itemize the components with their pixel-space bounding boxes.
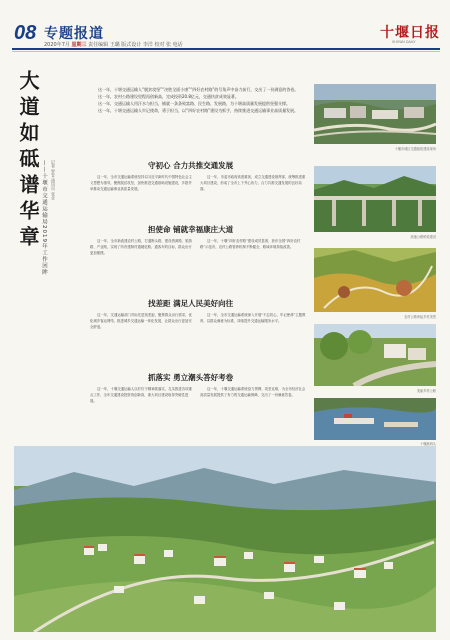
section-column: 这一年，交通运输部门对标先进找差距，聚焦群众出行需求，优化城乡客运网络，推进城乡交通运输一体化发展，让群众出行更加安全舒适。	[90, 313, 192, 329]
photo-caption: 美丽乡村公路	[416, 389, 436, 393]
section-column: 这一年，市委市政府高度重视，成立交通建设指挥部，统筹推进重大项目建设，形成了全市上下齐心协力、合力共推交通发展的良好局面。	[200, 175, 306, 191]
photo-caption: 十堰港码头	[420, 442, 436, 446]
newspaper-logo-sub: SHIYAN DAILY	[392, 40, 416, 44]
newspaper-logo: 十堰日报	[380, 25, 440, 41]
header-rule	[12, 48, 440, 50]
headline-block	[14, 70, 40, 320]
lead-paragraph: 这一年，交通运输人用汗水与担当，铺就一条条致富路、民生路、发展路，为十堰高质量发展提供坚强支撑。	[98, 101, 290, 106]
lead-paragraph: 这一年，十堰交通运输人“脱贫攻坚”“决胜全面小康”“四好农村路”的号角声中奋力前行，交出了一份满意的答卷。	[98, 87, 299, 92]
section-column: 这一年，十堰交通运输系统奋力拼搏、攻坚克难，为全市经济社会高质量发展提供了有力的交通运输保障，交出了一份满意答卷。	[200, 387, 306, 397]
lead-paragraph: 这一年，十堰交通运输人牢记使命，勇于担当，以“四好农村路”建设为抓手，持续推进交通运输事业高质量发展。	[98, 108, 299, 113]
section-heading: 担使命 铺就幸福康庄大道	[148, 225, 234, 234]
issue-date: 2020年7月	[44, 42, 70, 48]
section-column: 这一年，全市交通运输系统深入开展“不忘初心、牢记使命”主题教育，以群众满意为标准，持续提升交通运输服务水平。	[200, 313, 306, 323]
photo-caption: 农村公路串起乡村美景	[404, 315, 436, 319]
headline-title: 大道如砥谱华章	[16, 70, 40, 252]
photo-panorama-village	[14, 446, 436, 632]
page-header	[0, 0, 450, 46]
section-heading: 找差距 满足人民美好向往	[148, 299, 234, 308]
header-meta	[44, 41, 183, 48]
section-heading: 抓落实 勇立潮头答好考卷	[148, 373, 234, 382]
photo-village-road	[314, 324, 436, 386]
photo-caption: 高速公路桥梁建设	[410, 235, 436, 239]
issue-weekday: 星期三	[71, 42, 87, 48]
photo-mountain-road	[314, 248, 436, 312]
section-column: 这一年，全市交通运输系统坚持以习近平新时代中国特色社会主义思想为指导，聚焦脱贫攻坚，加快推进交通基础设施建设，多措并举推动交通运输事业高质量发展。	[90, 175, 192, 191]
section-title: 专题报道	[44, 26, 104, 42]
headline-byline: 记者 罗青 通讯员 张业	[51, 160, 56, 200]
photo-interchange	[314, 84, 436, 144]
lead-text	[90, 86, 308, 114]
section-column: 这一年，十堰“四好农村路”建设成效显著，获评全国“四好农村路”示范市，农村公路管养机制不断健全，路域环境持续改善。	[200, 239, 301, 249]
photo-port	[314, 398, 436, 440]
page-number: 08	[14, 22, 37, 44]
section-column: 这一年，十堰交通运输人以钉钉子精神抓落实，扎实推进各项重点工作，全年交通建设投资再创新高，重大项目建设取得突破性进展。	[90, 387, 192, 403]
section-heading: 守初心 合力共推交通发展	[148, 161, 234, 170]
photo-caption: 十堰市城区交通枢纽建设现场	[394, 147, 436, 151]
section-column: 这一年，全市新改建农村公路，打通断头路，建设资源路、旅游路、产业路，实现了所有建制村通硬化路、通客车的目标，群众出行更加便捷。	[90, 239, 192, 255]
photo-bridge	[314, 166, 436, 232]
lead-paragraph: 这一年，农村公路建设里程再创新高，完成投资20.8亿元，交通扶贫成效显著。	[98, 94, 239, 99]
editor-line: 责任编辑 王璐 版式设计 李洋 校对 张 电话	[88, 42, 183, 48]
header-rule-thin	[12, 51, 440, 52]
headline-subtitle: ——十堰市交通运输局2019年工作回眸	[41, 160, 47, 276]
